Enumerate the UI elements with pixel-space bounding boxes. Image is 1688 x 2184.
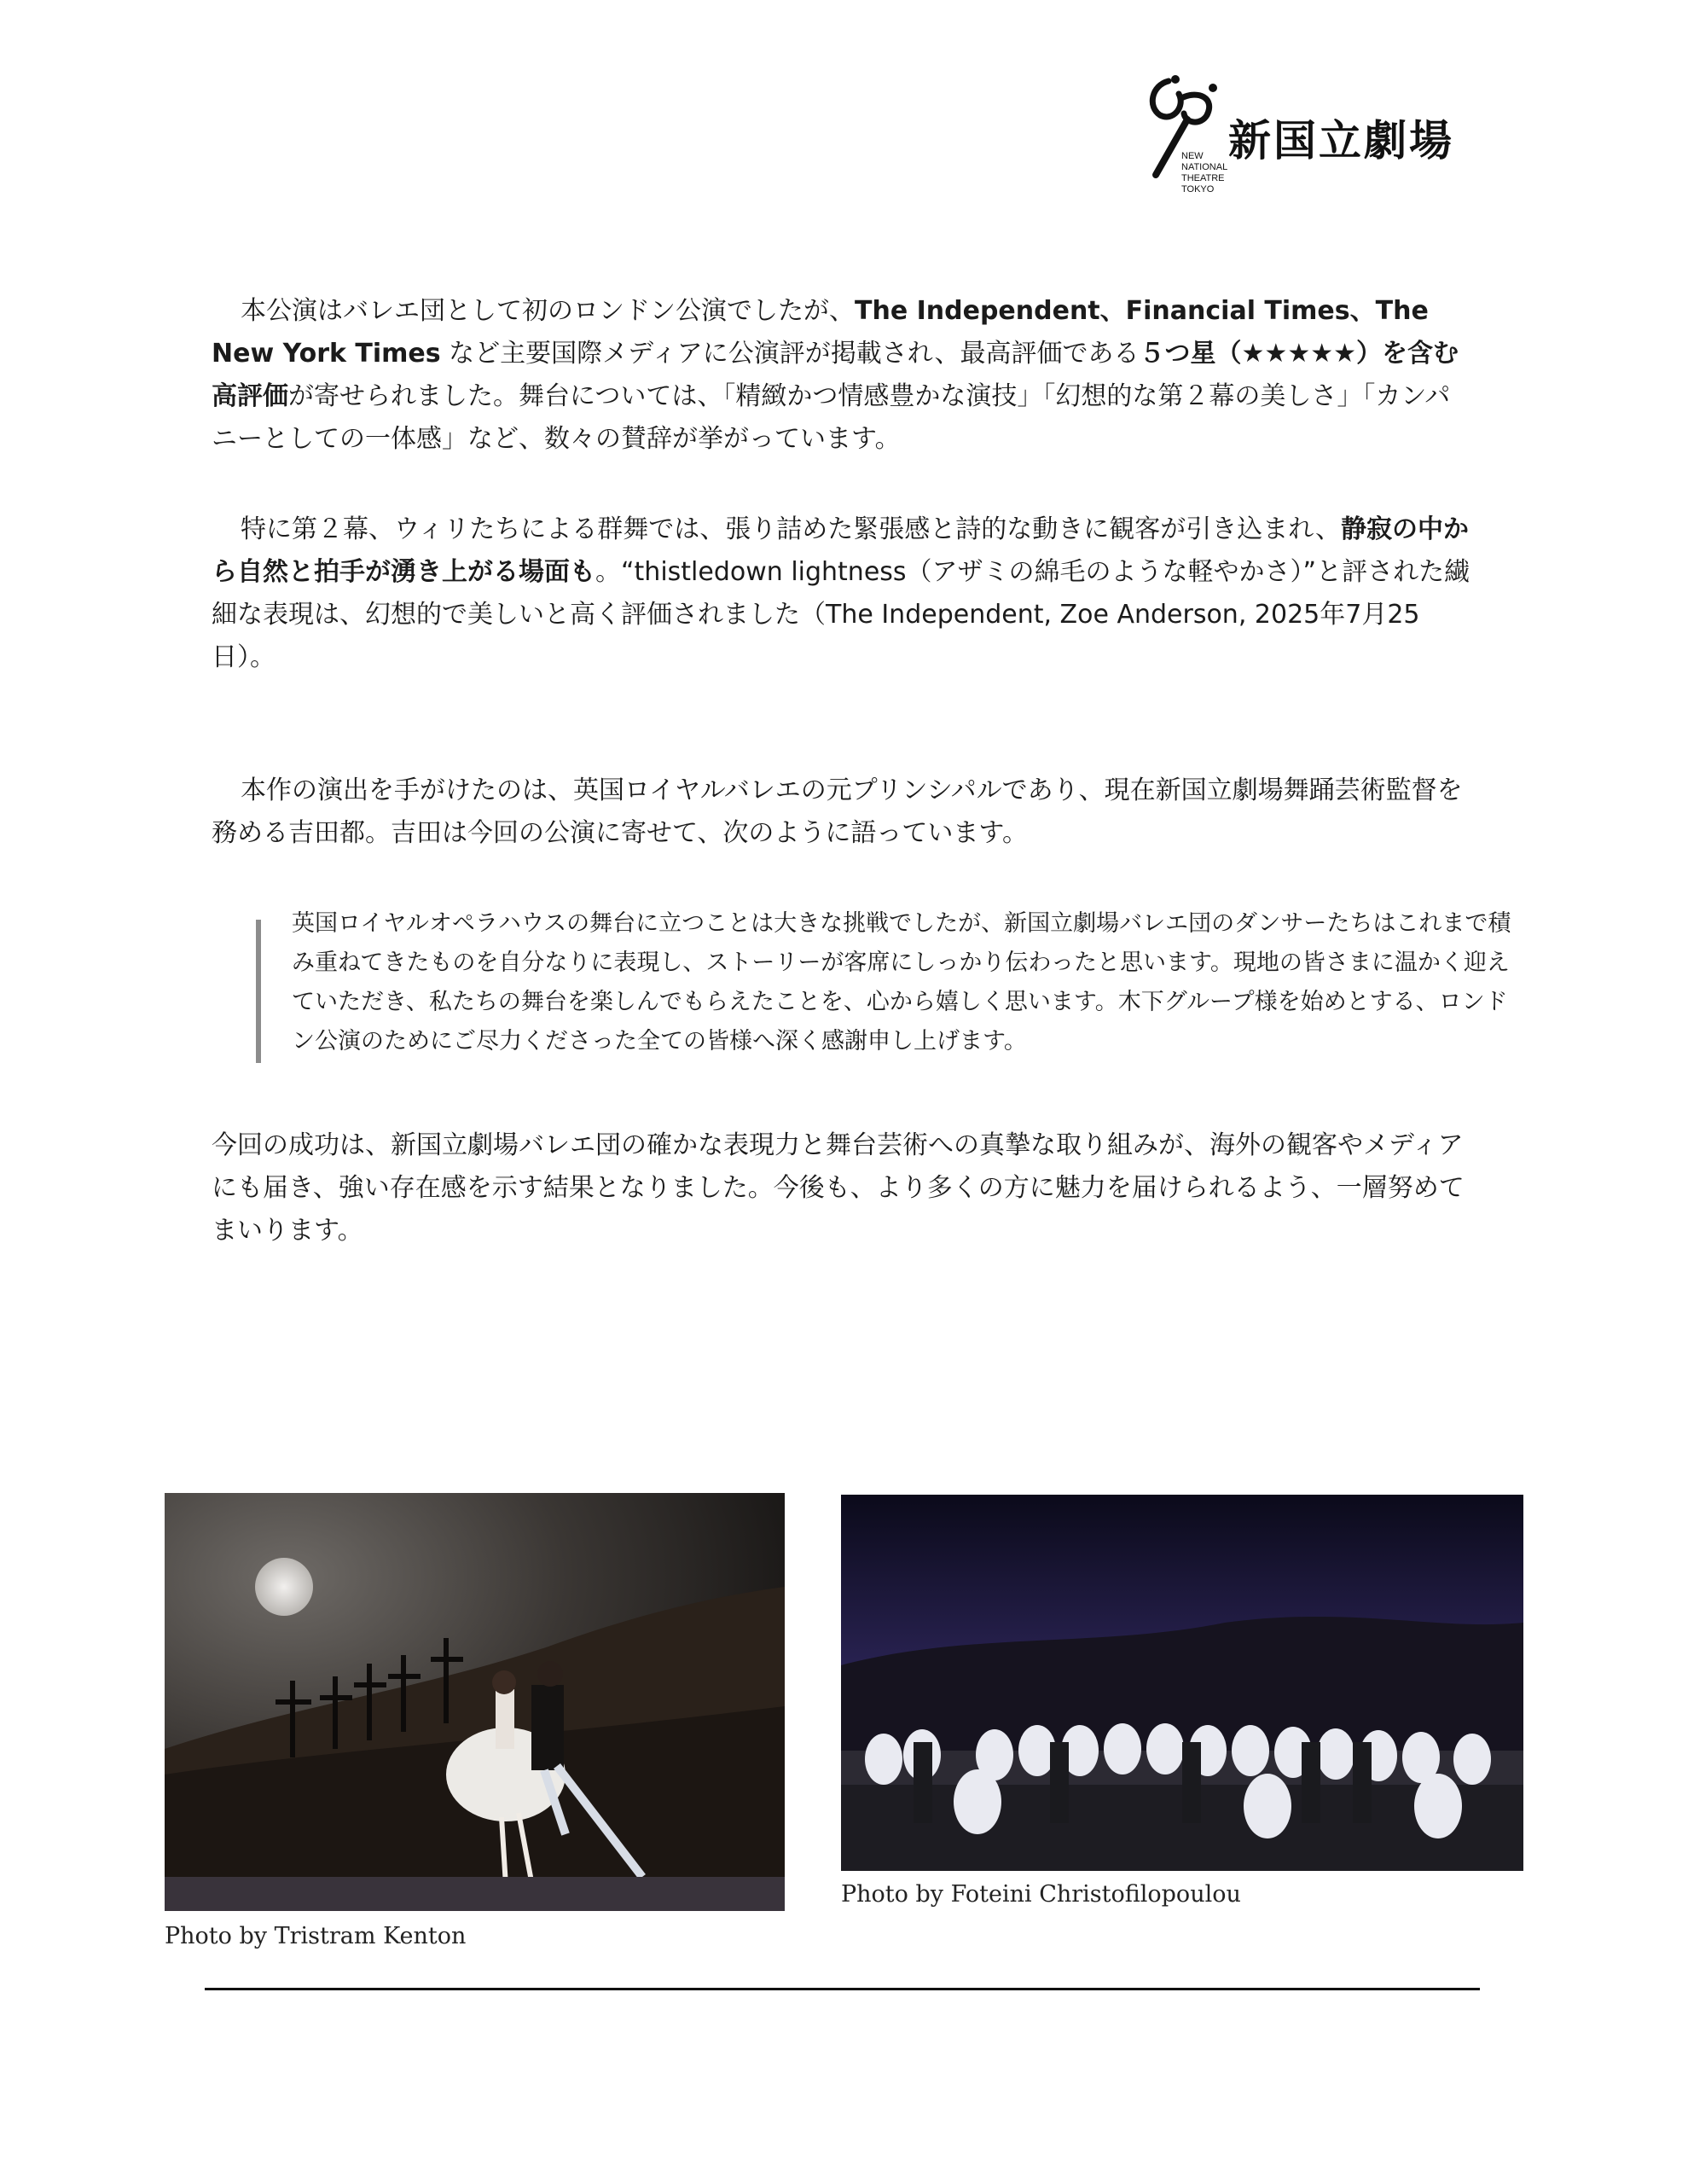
nntt-logo [1134, 73, 1493, 200]
director-quote: 英国ロイヤルオペラハウスの舞台に立つことは大きな挑戦でしたが、新国立劇場バレエ団のダンサーたちはこれまで積み重ねてきたものを自分なりに表現し、ストーリーが客席にしっかり伝わったと思います。現地の皆さまに温かく迎えていただき、私たちの舞台を楽しんでもらえたことを、心から嬉しく思います。木下グループ様を始めとする、ロンドン公演のためにご尽力くださった全ての皆様へ深く感謝申し上げます。 [292, 910, 1511, 1054]
photo-giselle-duet [165, 1493, 785, 1911]
paragraph-act2: 特に第２幕、ウィリたちによる群舞では、張り詰めた緊張感と詩的な動きに観客が引き込まれ、静寂の中から自然と拍手が湧き上がる場面も。“thistledown lightness（アザミの綿毛のような軽やかさ）”と評された繊細な表現は、幻想的で美しいと高く評価されました（The Independent, Zoe Anderson, 2025年7月25日）。 [212, 514, 1470, 672]
paragraph-reviews: 本公演はバレエ団として初のロンドン公演でしたが、The Independent、Financial Times、The New York Times など主要国際メディアに公演評が掲載され、最高評価である５つ星（★★★★★）を含む高評価が寄せられました。舞台については、「精緻かつ情感豊かな演技」「幻想的な第２幕の美しさ」「カンパニーとしての一体感」など、数々の賛辞が挙がっています。 [212, 296, 1459, 454]
footer-rule [205, 1988, 1480, 1990]
photo-curtain-call [841, 1495, 1523, 1871]
photo-credit-1: Photo by Tristram Kenton [165, 1923, 467, 1949]
logo-name: 新国立劇場 [1228, 115, 1454, 166]
paragraph-director: 本作の演出を手がけたのは、英国ロイヤルバレエの元プリンシパルであり、現在新国立劇場舞踊芸術監督を務める吉田都。吉田は今回の公演に寄せて、次のように語っています。 [212, 775, 1463, 848]
logo-english: NEW NATIONAL THEATRE TOKYO [1181, 151, 1228, 195]
photo-credit-2: Photo by Foteini Christofilopoulou [841, 1881, 1241, 1908]
paragraph-conclusion: 今回の成功は、新国立劇場バレエ団の確かな表現力と舞台芸術への真摯な取り組みが、海外の観客やメディアにも届き、強い存在感を示す結果となりました。今後も、より多くの方に魅力を届けられるよう、一層努めてまいります。 [212, 1130, 1465, 1246]
